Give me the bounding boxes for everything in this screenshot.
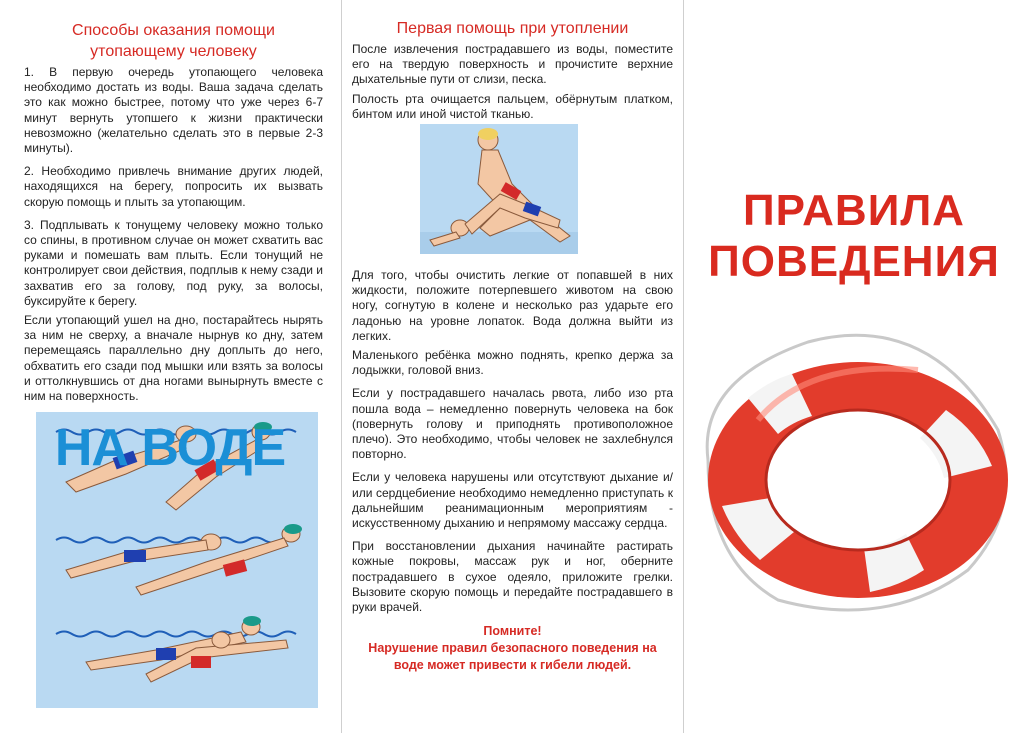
warning-text: Нарушение правил безопасного поведения на воде может привести к гибели людей. (368, 641, 657, 673)
first-aid-warming: При восстановлении дыхания начинайте растирать кожные покровы, массаж рук и ног, оберните пострадавшего в сухое одеяло, приложите грелки. Вызовите скорую помощь и передайте пострадавшего в руки врачей. (352, 539, 673, 615)
cover-title-line-1: ПРАВИЛА (743, 186, 965, 235)
cover-subtitle: НА ВОДЕ (54, 419, 286, 477)
first-aid-illustration (420, 124, 578, 254)
first-aid-step-1: После извлечения пострадавшего из воды, поместите его на твердую поверхность и прочистите верхние дыхательные пути от слизи, песка. (352, 42, 673, 87)
cover-title-line-2: ПОВЕДЕНИЯ (708, 237, 1000, 286)
first-aid-child: Маленького ребёнка можно поднять, крепко держа за лодыжки, головой вниз. (352, 348, 673, 378)
lifebuoy-icon (688, 320, 1024, 620)
first-aid-resuscitation: Если у человека нарушены или отсутствуют дыхание и/или сердцебиение необходимо немедленно приступать к дальнейшим реанимационным мероприятиям - искусственному дыханию и непрямому массажу сердца. (352, 470, 673, 531)
first-aid-vomiting: Если у пострадавшего началась рвота, либо изо рта пошла вода – немедленно повернуть человека на бок (повернуть голову и приподнять противоположное плечо). Это необходимо, чтобы человек не захлебнулся повторно. (352, 386, 673, 462)
rescue-methods-title: Способы оказания помощи утопающему человеку (72, 22, 275, 60)
warning-title: Помните! (483, 624, 542, 639)
middle-panel (342, 0, 684, 733)
rescue-dive-text: Если утопающий ушел на дно, постарайтесь нырять за ним не сверху, а вначале нырнув ко дну, затем перемещаясь параллельно дну доплыть до него, обхватить его сзади под мышки или взять за волосы и оттолкнувшись от дна ногами вынырнуть вместе с ним на поверхность. (24, 313, 323, 404)
rescue-step-3: 3. Подплывать к тонущему человеку можно только со спины, в противном случае он может схватить вас руками и помешать вам плыть. Если тонущий не контролирует свои действия, подплыв к нему сзади и захватив его за голову, под руку, за волосы, буксируйте к берегу. (24, 217, 323, 308)
first-aid-title: Первая помощь при утоплении (396, 20, 629, 37)
first-aid-lungs: Для того, чтобы очистить легкие от попавшей в них жидкости, положите потерпевшего животом на свою ногу, согнутую в колене и несколько раз ударьте его ладонью на уровне лопаток. Вода должна выйти из легких. (352, 268, 673, 343)
first-aid-step-2: Полость рта очищается пальцем, обёрнутым платком, бинтом или иной чистой тканью. (352, 91, 673, 121)
rescue-step-2: 2. Необходимо привлечь внимание других людей, находящихся на берегу, попросить их вызвать скорую помощь и плыть за утопающим. (24, 164, 323, 209)
rescuer-drawing (420, 124, 578, 254)
rescue-step-1: 1. В первую очередь утопающего человека необходимо достать из воды. Ваша задача сделать это как можно быстрее, потому что уже через 6-7 минут вернуть утопшего к жизни практически невозможно (желательно сделать это в первые 2-3 минуты). (24, 65, 323, 156)
